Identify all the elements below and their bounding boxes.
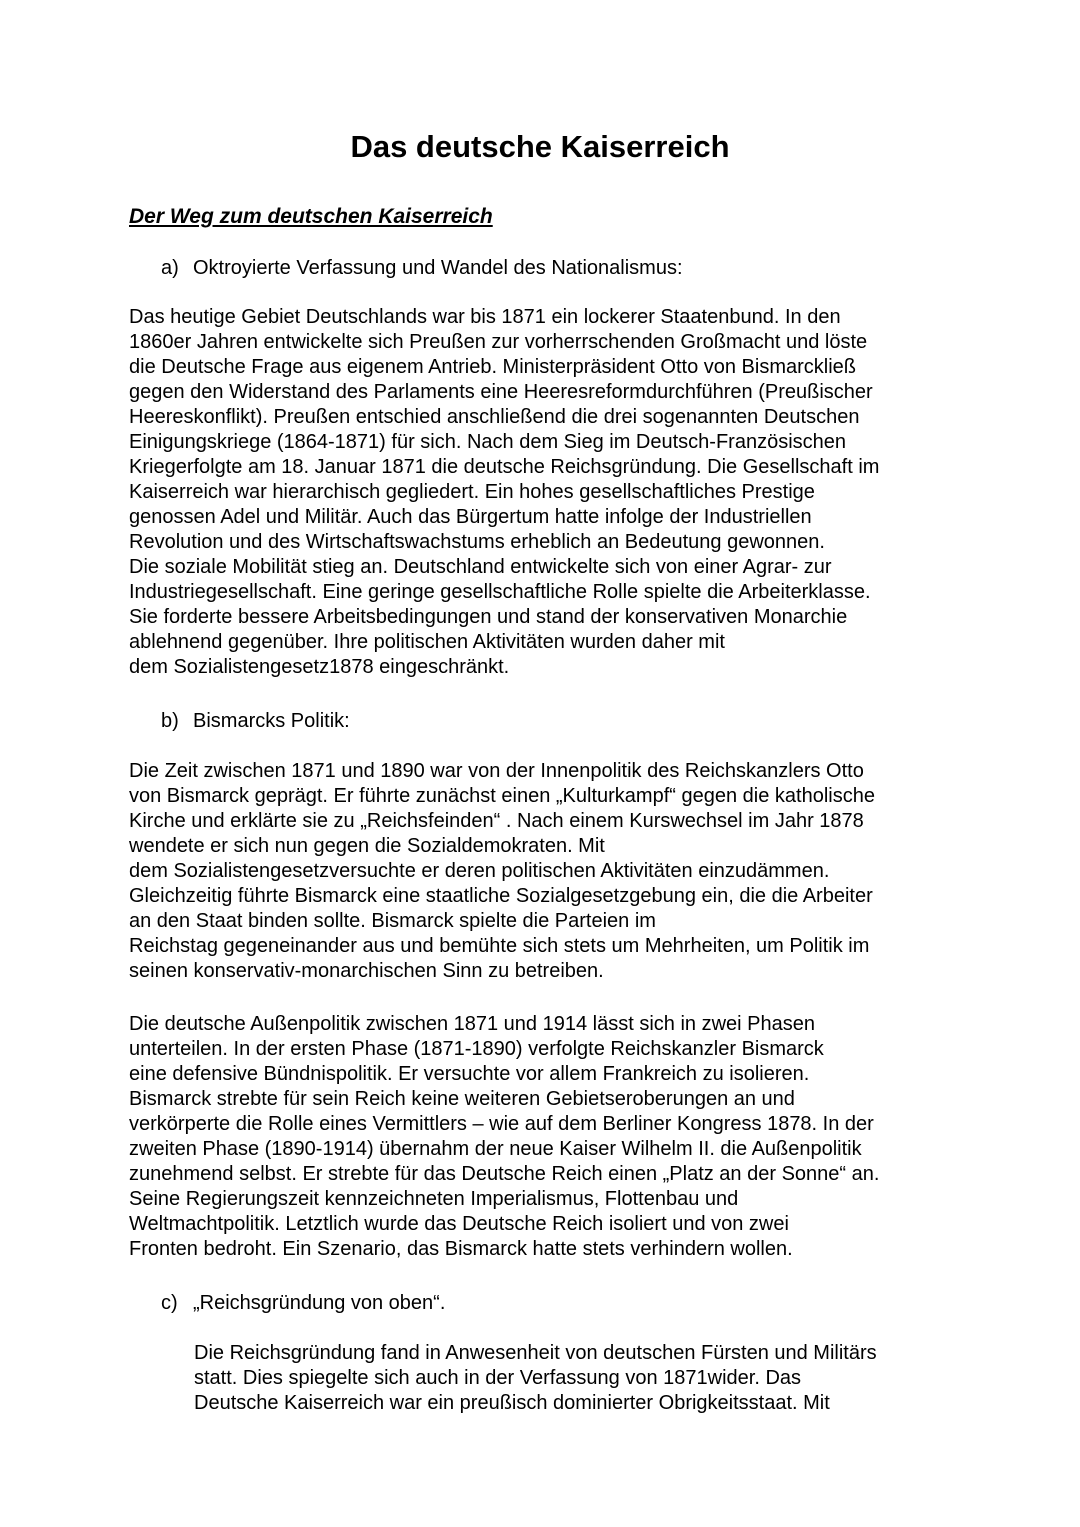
paragraph-1 bbox=[129, 305, 989, 680]
text-line: Revolution und des Wirtschaftswachstums erheblich an Bedeutung gewonnen. bbox=[129, 531, 825, 553]
subsection-a-heading bbox=[161, 255, 683, 281]
text-line: Fronten bedroht. Ein Szenario, das Bismarck hatte stets verhindern wollen. bbox=[129, 1238, 793, 1260]
text-line: gegen den Widerstand des Parlaments eine Heeresreformdurchführen (Preußischer bbox=[129, 381, 873, 403]
text-line: Kaiserreich war hierarchisch gegliedert. Ein hohes gesellschaftliches Prestige bbox=[129, 481, 815, 503]
section-heading: Der Weg zum deutschen Kaiserreich bbox=[129, 205, 493, 228]
text-line: wendete er sich nun gegen die Sozialdemokraten. Mit bbox=[129, 835, 605, 857]
subsection-b-heading bbox=[161, 708, 350, 734]
subsection-a-title: Oktroyierte Verfassung und Wandel des Nationalismus: bbox=[193, 257, 683, 279]
subsection-b-label: b) bbox=[161, 710, 179, 732]
text-line: die Deutsche Frage aus eigenem Antrieb. Ministerpräsident Otto von Bismarckließ bbox=[129, 356, 857, 378]
text-line: zweiten Phase (1890-1914) übernahm der neue Kaiser Wilhelm II. die Außenpolitik bbox=[129, 1138, 862, 1160]
text-line: eine defensive Bündnispolitik. Er versuchte vor allem Frankreich zu isolieren. bbox=[129, 1063, 810, 1085]
text-line: dem Sozialistengesetz1878 eingeschränkt. bbox=[129, 656, 510, 678]
paragraph-4 bbox=[194, 1341, 1014, 1416]
text-line: Heereskonflikt). Preußen entschied anschließend die drei sogenannten Deutschen bbox=[129, 406, 860, 428]
subsection-c-heading bbox=[161, 1290, 445, 1316]
text-line: 1860er Jahren entwickelte sich Preußen zur vorherrschenden Großmacht und löste bbox=[129, 331, 868, 353]
paragraph-2 bbox=[129, 759, 989, 984]
text-line: von Bismarck geprägt. Er führte zunächst einen „Kulturkampf“ gegen die katholische bbox=[129, 785, 875, 807]
text-line: Die Reichsgründung fand in Anwesenheit von deutschen Fürsten und Militärs bbox=[194, 1342, 877, 1364]
text-line: Das heutige Gebiet Deutschlands war bis 1871 ein lockerer Staatenbund. In den bbox=[129, 306, 841, 328]
text-line: ablehnend gegenüber. Ihre politischen Aktivitäten wurden daher mit bbox=[129, 631, 725, 653]
text-line: Die soziale Mobilität stieg an. Deutschland entwickelte sich von einer Agrar- zur bbox=[129, 556, 832, 578]
subsection-c-title: „Reichsgründung von oben“. bbox=[193, 1292, 446, 1314]
text-line: genossen Adel und Militär. Auch das Bürgertum hatte infolge der Industriellen bbox=[129, 506, 812, 528]
text-line: Sie forderte bessere Arbeitsbedingungen und stand der konservativen Monarchie bbox=[129, 606, 848, 628]
subsection-a-label: a) bbox=[161, 257, 179, 279]
text-line: an den Staat binden sollte. Bismarck spielte die Parteien im bbox=[129, 910, 656, 932]
text-line: Deutsche Kaiserreich war ein preußisch dominierter Obrigkeitsstaat. Mit bbox=[194, 1392, 830, 1414]
text-line: verkörperte die Rolle eines Vermittlers – wie auf dem Berliner Kongress 1878. In der bbox=[129, 1113, 874, 1135]
subsection-b-title: Bismarcks Politik: bbox=[193, 710, 350, 732]
text-line: Seine Regierungszeit kennzeichneten Imperialismus, Flottenbau und bbox=[129, 1188, 739, 1210]
subsection-c-label: c) bbox=[161, 1292, 178, 1314]
page-title: Das deutsche Kaiserreich bbox=[350, 129, 730, 164]
text-line: Die deutsche Außenpolitik zwischen 1871 und 1914 lässt sich in zwei Phasen bbox=[129, 1013, 815, 1035]
text-line: dem Sozialistengesetzversuchte er deren politischen Aktivitäten einzudämmen. bbox=[129, 860, 830, 882]
text-line: statt. Dies spiegelte sich auch in der Verfassung von 1871wider. Das bbox=[194, 1367, 802, 1389]
text-line: Kirche und erklärte sie zu „Reichsfeinden“ . Nach einem Kurswechsel im Jahr 1878 bbox=[129, 810, 864, 832]
text-line: Bismarck strebte für sein Reich keine weiteren Gebietseroberungen an und bbox=[129, 1088, 795, 1110]
text-line: Industriegesellschaft. Eine geringe gesellschaftliche Rolle spielte die Arbeiterklasse. bbox=[129, 581, 871, 603]
text-line: seinen konservativ-monarchischen Sinn zu betreiben. bbox=[129, 960, 604, 982]
text-line: zunehmend selbst. Er strebte für das Deutsche Reich einen „Platz an der Sonne“ an. bbox=[129, 1163, 880, 1185]
text-line: Weltmachtpolitik. Letztlich wurde das Deutsche Reich isoliert und von zwei bbox=[129, 1213, 789, 1235]
text-line: Gleichzeitig führte Bismarck eine staatliche Sozialgesetzgebung ein, die die Arbeiter bbox=[129, 885, 873, 907]
text-line: Reichstag gegeneinander aus und bemühte sich stets um Mehrheiten, um Politik im bbox=[129, 935, 870, 957]
text-line: Die Zeit zwischen 1871 und 1890 war von der Innenpolitik des Reichskanzlers Otto bbox=[129, 760, 864, 782]
text-line: Einigungskriege (1864-1871) für sich. Nach dem Sieg im Deutsch-Französischen bbox=[129, 431, 847, 453]
text-line: Kriegerfolgte am 18. Januar 1871 die deutsche Reichsgründung. Die Gesellschaft im bbox=[129, 456, 880, 478]
text-line: unterteilen. In der ersten Phase (1871-1890) verfolgte Reichskanzler Bismarck bbox=[129, 1038, 824, 1060]
paragraph-3 bbox=[129, 1012, 989, 1262]
